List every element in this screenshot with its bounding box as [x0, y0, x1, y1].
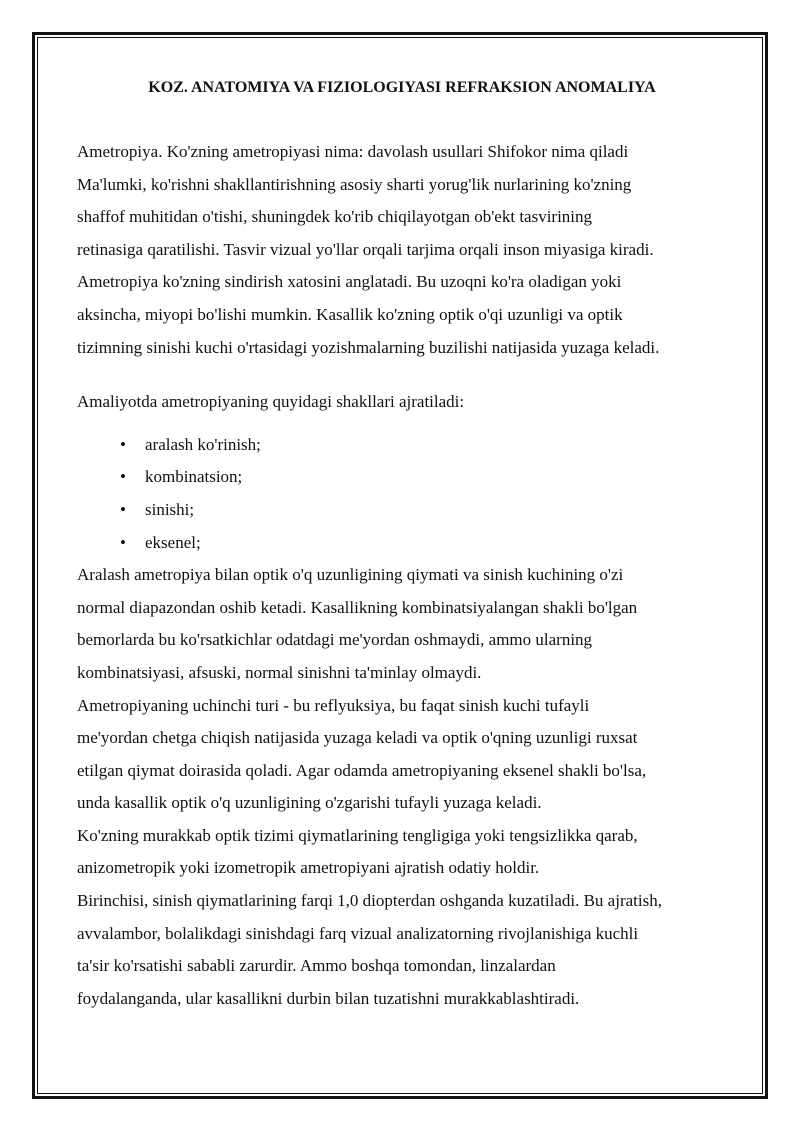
body-text [77, 559, 727, 1015]
bullet-icon: • [120, 532, 126, 552]
list-item-text: sinishi; [145, 499, 195, 519]
bullet-icon: • [120, 467, 126, 487]
forms-intro: Amaliyotda ametropiyaning quyidagi shakllari ajratiladi: [77, 392, 465, 412]
intro-paragraph [77, 136, 727, 364]
forms-list [77, 429, 727, 559]
intro-line: retinasiga qaratilishi. Tasvir vizual yo'llar orqali tarjima orqali inson miyasiga kiradi. [77, 239, 654, 259]
intro-line: shaffof muhitidan o'tishi, shuningdek ko'rib chiqilayotgan ob'ekt tasvirining [77, 207, 593, 227]
body-line: normal diapazondan oshib ketadi. Kasallikning kombinatsiyalangan shakli bo'lgan [77, 597, 638, 617]
list-item [120, 494, 727, 527]
body-line: bemorlarda bu ko'rsatkichlar odatdagi me'yordan oshmaydi, ammo ularning [77, 630, 593, 650]
document-content [77, 74, 727, 1015]
list-item [120, 429, 727, 462]
list-item [120, 527, 727, 560]
list-item [120, 461, 727, 494]
body-line: foydalanganda, ular kasallikni durbin bilan tuzatishni murakkablashtiradi. [77, 988, 580, 1008]
intro-line: Ametropiya ko'zning sindirish xatosini anglatadi. Bu uzoqni ko'ra oladigan yoki [77, 272, 622, 292]
body-line: ta'sir ko'rsatishi sababli zarurdir. Ammo boshqa tomondan, linzalardan [77, 956, 556, 976]
list-item-text: kombinatsion; [145, 467, 243, 487]
bullet-icon: • [120, 434, 126, 454]
body-line: Birinchisi, sinish qiymatlarining farqi 1,0 diopterdan oshganda kuzatiladi. Bu ajratish, [77, 891, 662, 911]
list-item-text: eksenel; [145, 532, 201, 552]
intro-line: Ametropiya. Ko'zning ametropiyasi nima: davolash usullari Shifokor nima qiladi [77, 142, 629, 161]
body-line: etilgan qiymat doirasida qoladi. Agar odamda ametropiyaning eksenel shakli bo'lsa, [77, 760, 647, 780]
body-line: Aralash ametropiya bilan optik o'q uzunligining qiymati va sinish kuchining o'zi [77, 565, 624, 585]
bullet-icon: • [120, 499, 126, 519]
body-line: avvalambor, bolalikdagi sinishdagi farq vizual analizatorning rivojlanishiga kuchli [77, 923, 639, 943]
body-line: unda kasallik optik o'q uzunligining o'zgarishi tufayli yuzaga keladi. [77, 793, 542, 813]
body-line: Ametropiyaning uchinchi turi - bu reflyuksiya, bu faqat sinish kuchi tufayli [77, 695, 590, 715]
intro-line: aksincha, miyopi bo'lishi mumkin. Kasallik ko'zning optik o'qi uzunligi va optik [77, 304, 623, 324]
body-line: Ko'zning murakkab optik tizimi qiymatlarining tengligiga yoki tengsizlikka qarab, [77, 825, 638, 845]
list-item-text: aralash ko'rinish; [145, 434, 261, 454]
body-line: kombinatsiyasi, afsuski, normal sinishni ta'minlay olmaydi. [77, 662, 482, 682]
body-line: anizometropik yoki izometropik ametropiyani ajratish odatiy holdir. [77, 858, 540, 878]
document-title: KOZ. ANATOMIYA VA FIZIOLOGIYASI REFRAKSION ANOMALIYA [148, 79, 656, 96]
intro-line: Ma'lumki, ko'rishni shakllantirishning asosiy sharti yorug'lik nurlarining ko'zning [77, 174, 632, 194]
body-line: me'yordan chetga chiqish natijasida yuzaga keladi va optik o'qning uzunligi ruxsat [77, 728, 638, 748]
intro-line: tizimning sinishi kuchi o'rtasidagi yozishmalarning buzilishi natijasida yuzaga keladi. [77, 337, 660, 357]
